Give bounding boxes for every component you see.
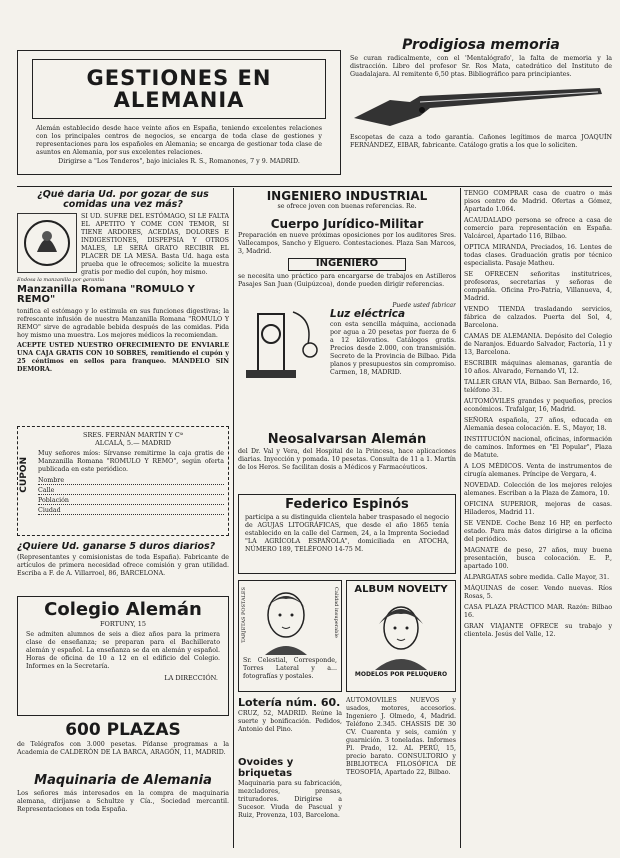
autos-text: AUTOMÓVILES NUEVOS y usados, motores, accesorios. Ingeniero J. Olmedo, 4, Madrid. Teléfono 2.345. CHASSIS DE 30 CV. Cuarenta y seis, camión y guarnición. 3 toneladas. Informes Pl. Prado, 12. AL PERÚ, 15, precio barato. CONSULTORIO y BIBLIOTECA FILOSÓFICA DE TEOSOFÍA, Apartado 22, Bilbao. [346, 697, 456, 776]
duros-text: (Representantes y comisionistas de toda España). Fabricante de artículos de primera necesidad ofrece comisión y gran utilidad. Escriba a F. de A. Villarroel, 86, BARCELONA. [17, 553, 229, 577]
ingeniero-industrial-title: INGENIERO INDUSTRIAL [266, 190, 428, 203]
classified-item: TENGO COMPRAR casa de cuatro o más pisos centro de Madrid. Ofertas a Gómez, Apartado 1.064. [464, 190, 612, 213]
ingeniero-industrial-ad [238, 190, 456, 216]
cuerpo-title: Cuerpo Jurídico-Militar [270, 218, 424, 231]
luz-text: con esta sencilla máquina, accionada por agua a 20 pesetas por fuerza de 6 a 12 kilovatios. Catálogos gratis. Precios desde 2.000, con transmisión. Secreto de la Provincia de Bilbao. Pida planos y presupuestos sin compromiso. Carmen, 18, MADRID. [330, 321, 456, 377]
classified-item: ACAUDALADO persona se ofrece a casa de comercio para representación en España. Valcárcel, Apartado 116, Bilbao. [464, 217, 612, 240]
album-subtitle: MODELOS POR PELUQUERO [354, 670, 448, 678]
classified-item: OFICINA SUPERIOR, mejoras de casas. Hiladeros, Madrid 11. [464, 501, 612, 516]
divider-col-2 [460, 188, 461, 848]
cupon-field-3[interactable]: Ciudad [38, 507, 224, 515]
duros-ad [17, 542, 229, 592]
duros-title: ¿Quiere Ud. ganarse 5 duros diarios? [17, 542, 216, 552]
gestiones-title: GESTIONES EN ALEMANIA [32, 59, 326, 119]
turbine-illustration [238, 304, 328, 384]
memoria-text: Se curan radicalmente, con el 'Mentalógrafo', la falta de memoria y la distracción. Libro del profesor Sr. Ros Mata, catedrático del Instituto de Guadalajara. Al remitente 6,50 ptas. Bibliográfico para principiantes. [350, 54, 612, 78]
divider-top [17, 186, 612, 187]
classified-item: A LOS MÉDICOS. Venta de instrumentos de cirugía alemanes. Príncipe de Vergara, 4. [464, 463, 612, 478]
cuerpo-ad [238, 218, 456, 258]
cupon-firm: SRES. FERNÁN MARTÍN Y Cª [83, 431, 183, 439]
classified-item: MAGNATE de peso, 27 años, muy buena presentación, busca colocación. E. P., apartado 100. [464, 547, 612, 570]
classified-item: SEÑORA española, 27 años, educada en Alemania desea colocación. E. S., Mayor, 18. [464, 417, 612, 432]
gestiones-ad [17, 50, 341, 175]
album-title: ALBUM NOVELTY [354, 584, 448, 595]
federico-ad [238, 494, 456, 574]
manzanilla-illustration [17, 213, 77, 273]
federico-title: Federico Espinós [285, 497, 409, 512]
colegio-title: Colegio Alemán [44, 599, 202, 620]
classified-item: AUTOMÓVILES grandes y pequeños, precios económicos. Trafalgar, 16, Madrid. [464, 398, 612, 413]
shotgun-image [350, 80, 612, 132]
classified-item: ALPARGATAS sobre medida. Calle Mayor, 31. [464, 574, 610, 581]
ovoides-title: Ovoides y briquetas [238, 758, 294, 779]
maquinaria-ad [17, 774, 229, 844]
classified-item: OPTICA MIRANDA, Preciados, 16. Lentes de todas clases. Graduación gratis por técnico especialista. Pasaje Matheu. [464, 244, 612, 267]
manzanilla-offer: ACEPTE USTED NUESTRO OFRECIMIENTO DE ENVIARLE UNA CAJA GRATIS CON 10 SOBRES, remitiendo el cupón y 25 céntimos en sellos para franqueo. MÁNDELO SIN DEMORA. [17, 341, 229, 373]
colegio-ad [17, 596, 229, 716]
memoria-title: Prodigiosa memoria [402, 38, 560, 53]
luz-caption: Puede usted fabricar [392, 302, 456, 309]
album-ad [346, 580, 456, 692]
loteria-ad [238, 697, 342, 755]
classified-item: INSTITUCIÓN nacional, oficinas, información de caminos. Informes en "El Popular", Plaza de Matute. [464, 436, 612, 459]
luz-title: Luz eléctrica [330, 308, 406, 320]
ingeniero-text: se necesita uno práctico para encargarse de trabajos en Astilleros Pasajes San Juan (Guipúzcoa), donde pueden dirigir referencias. [238, 272, 456, 288]
classifieds-column [464, 190, 612, 850]
classified-item: SE VENDE. Coche Benz 16 HP, en perfecto estado. Para más datos dirigirse a la oficina del periódico. [464, 520, 612, 543]
cupon-address: ALCALÁ, 5.— MADRID [95, 439, 171, 447]
classified-item: VENDO TIENDA trasladando servicios, fábrica de calzados. Puerta del Sol, 4, Barcelona. [464, 306, 612, 329]
manzanilla-brand: Manzanilla Romana "ROMULO Y REMO" [17, 283, 195, 306]
neo-ad [238, 433, 456, 489]
manzanilla-caption: Endosa la manzanilla por garantía [17, 276, 105, 283]
autos-ad [346, 697, 456, 845]
gestiones-address: Dirigirse a "Los Tenderos", bajo iniciales R. S., Romanones, 7 y 9. MADRID. [58, 158, 300, 166]
cuerpo-text: Preparación en nueve próximas oposiciones por los auditores Sres. Vallecampos, Sancho y Elguero. Contestaciones. Plaza San Marcos, 3, Madrid. [238, 231, 456, 255]
gestiones-text: Alemán establecido desde hace veinte años en España, teniendo excelentes relaciones con los principales centros de negocios, se encarga de toda clase de gestiones y representaciones para los españoles en Alemania; se encarga de gestionar toda clase de asuntos en Alemania, por sus excelentes relaciones. [36, 125, 322, 157]
classified-item: CAMAS DE ALEMANIA. Depósito del Colegio de Naranjos. Eduardo Salvador, Factoría, 11 y 13, Barcelona. [464, 333, 612, 356]
cupon-field-2[interactable]: Población [38, 497, 224, 505]
ovoides-ad [238, 758, 342, 846]
colegio-text: Se admiten alumnos de seis a diez años para la primera clase de enseñanza; se preparan para el Bachillerato alemán y español. La enseñanza se da en alemán y español. Horas de oficina de 10 a 12 en el edificio del Colegio. Informes en la Secretaría. [26, 630, 220, 670]
cupon-field-1[interactable]: Calle [38, 487, 224, 495]
postal-side: Calidad insuperable [333, 587, 339, 638]
classified-item: CASA PLAZA PRÁCTICO MAR. Razón: Bilbao 16. [464, 604, 612, 619]
maquinaria-text: Los señores más interesados en la compra de maquinaria alemana, diríjanse a Schultze y Cía., Sociedad mercantil. Representaciones en toda España. [17, 789, 229, 813]
neo-title: Neosalvarsan Alemán [267, 433, 427, 447]
loteria-text: CRUZ, 52, MADRID. Reúne la suerte y bonificación. Pedidos, Antonio del Pino. [238, 709, 342, 733]
luz-ad [238, 302, 456, 386]
plazas-ad [17, 722, 229, 770]
postal-tag: TARJETAS POSTALES [241, 587, 247, 643]
federico-text: participa a su distinguida clientela haber traspasado el negocio de AGUJAS LITOGRÁFICAS, que desde el año 1865 tenía establecido en la calle del Carmen, 24, a la Imprenta Sociedad "LA AGRÍCOLA ESPAÑOLA", domiciliada en ATOCHA, NÚMERO 189, TELÉFONO 14-75 M. [245, 513, 449, 553]
postal-text: Sr. Celestial, Corresponde, Torres Lateral y a... fotografías y postales. [243, 657, 337, 680]
manzanilla-intro: SI UD. SUFRE DEL ESTÓMAGO, SI LE FALTA EL APETITO Y COME CON TEMOR, SI TIENE ARDORES, ACEDÍAS, DOLORES E INDIGESTIONES, DISPEPSIA Y OTROS MALES, LE SERÁ GRATO RECIBIR EL PLACER DE LA MESA. Basta Ud. haga esta prueba que le ofrecemos; solicite la muestra gratis por medio del cupón, hoy mismo. [81, 212, 229, 276]
classified-item: MÁQUINAS de coser. Vendo nuevas. Ríos Rosas, 5. [464, 585, 612, 600]
classified-item: SE OFRECEN señoritas institutrices, profesoras, secretarias y señoras de compañía. Oficina Pro-Patria, Villanueva, 4, Madrid. [464, 271, 612, 302]
loteria-title: Lotería núm. 60. [238, 697, 341, 709]
plazas-text: de Telégrafos con 3.000 pesetas. Pídanse programas a la Academia de CALDERÓN DE LA BARCA, ARAGÓN, 11, MADRID. [17, 740, 229, 756]
colegio-signature: LA DIRECCIÓN. [164, 673, 218, 682]
cupon-text: Muy señores míos: Sírvanse remitirme la caja gratis de Manzanilla Romana "ROMULO Y REMO", según oferta publicada en este periódico. [38, 450, 224, 473]
ingeniero-industrial-text: se ofrece joven con buenas referencias. Re. [277, 202, 417, 210]
neo-text: del Dr. Val y Vera, del Hospital de la Princesa, hace aplicaciones diarias. Inyección y pomada. 10 pesetas. Consulta de 11 a 1. Martín de los Heros. Se facilitan dosis a Médicos y Farmacéuticos. [238, 447, 456, 471]
cupon-label: CUPON [19, 457, 29, 493]
ingeniero-ad [238, 258, 456, 300]
colegio-subtitle: FORTUNY, 15 [100, 619, 146, 628]
manzanilla-text: tonifica el estómago y lo estimula en sus funciones digestivas; la refrescante infusión de nuestra Manzanilla Romana "ROMULO Y REMO" sirve de agradable bebida después de las comidas. Pida hoy mismo una muestra. Los mejores médicos la recomiendan. [17, 307, 229, 339]
classified-item: TALLER GRAN VÍA, Bilbao. San Bernardo, 16, teléfono 31. [464, 379, 612, 394]
classified-item: NOVEDAD. Colección de los mejores relojes alemanes. Escriban a la Plaza de Zamora, 10. [464, 482, 612, 497]
plazas-title: 600 PLAZAS [65, 722, 181, 740]
memoria-caption: Escopetas de caza a todo garantía. Cañones legítimos de marca JOAQUÍN FERNÁNDEZ, EIBAR, fabricante. Catálogo gratis a los que lo soliciten. [350, 133, 612, 149]
classified-item: ESCRIBIR máquinas alemanas, garantía de 10 años. Alvarado, Fernando VI, 12. [464, 360, 612, 375]
ovoides-text: Maquinaria para su fabricación, mezcladores, prensas, trituradores. Dirigirse a Sucesor. Viuda de Pascual y Ruiz, Provenza, 103, Barcelona. [238, 780, 342, 819]
manzanilla-question: ¿Qué daría Ud. por gozar de sus comidas una vez más? [37, 190, 209, 210]
ingeniero-title: INGENIERO [288, 258, 406, 271]
postal-ad [238, 580, 342, 692]
woman-portrait-image [361, 598, 441, 670]
cupon-box [17, 426, 229, 536]
cupon-field-0[interactable]: Nombre [38, 477, 224, 485]
lady-portrait-image [255, 585, 317, 655]
memoria-ad [350, 38, 612, 186]
classified-item: GRAN VIAJANTE OFRECE su trabajo y clientela. Jesús del Valle, 12. [464, 623, 612, 638]
divider-col-1 [233, 188, 234, 848]
maquinaria-title: Maquinaria de Alemania [34, 774, 212, 788]
